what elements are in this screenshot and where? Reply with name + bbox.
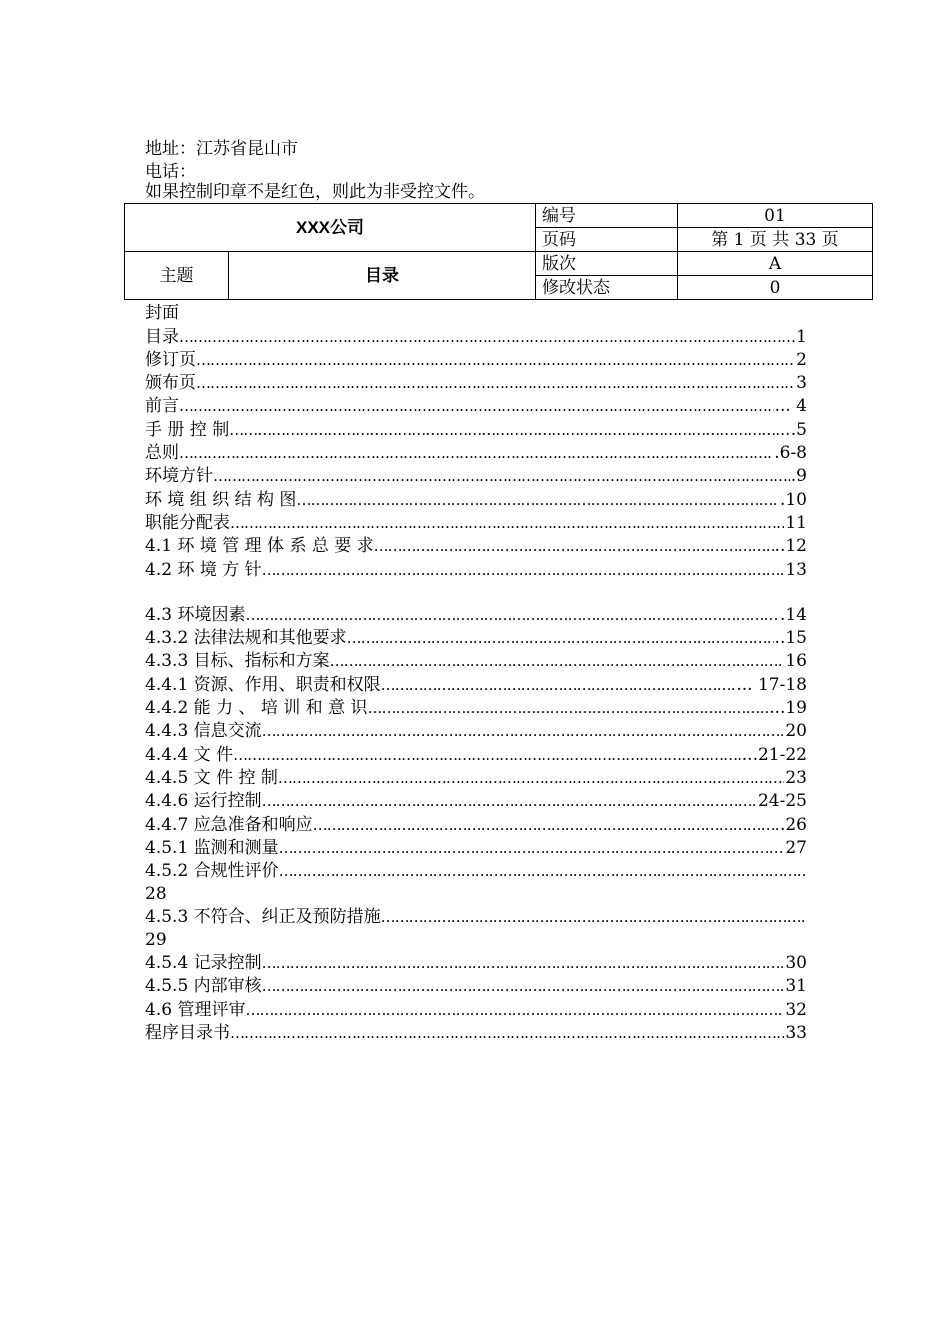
toc-title: 封面 xyxy=(145,303,179,324)
toc-title: 前言 xyxy=(145,396,179,417)
toc-leader-dots xyxy=(368,697,769,720)
toc-item[interactable] xyxy=(145,743,807,766)
toc-title: 4.4.3 信息交流 xyxy=(145,721,262,742)
toc-item[interactable] xyxy=(145,535,807,558)
toc-item[interactable] xyxy=(145,465,807,488)
toc-leader-dots xyxy=(196,349,795,372)
toc-page-number: 11 xyxy=(785,512,807,533)
toc-page-number: 1 xyxy=(796,326,807,347)
toc-title: 4.1 环 境 管 理 体 系 总 要 求 xyxy=(145,536,374,557)
toc-item[interactable] xyxy=(145,860,807,906)
toc-page-number: .14 xyxy=(779,604,807,625)
toc-leader-dots xyxy=(233,744,741,767)
toc-page-number: ... 17-18 xyxy=(736,674,807,695)
toc-title: 4.4.5 文 件 控 制 xyxy=(145,767,278,788)
toc-page-number: 29 xyxy=(145,929,167,950)
page-label: 页码 xyxy=(536,228,678,252)
toc-page-number: ...21-22 xyxy=(741,744,807,765)
toc-page-number: 20 xyxy=(785,721,807,742)
toc-leader-dots xyxy=(230,1022,784,1045)
toc-title: 4.3.2 法律法规和其他要求 xyxy=(145,628,347,649)
toc-item[interactable] xyxy=(145,720,807,743)
toc-page-number: 30 xyxy=(785,953,807,974)
toc-page-number: .26 xyxy=(779,814,807,835)
toc-title: 程序目录书 xyxy=(145,1023,230,1044)
toc-title: 手 册 控 制 xyxy=(145,419,230,440)
toc-item[interactable] xyxy=(145,952,807,975)
toc-item[interactable] xyxy=(145,813,807,836)
toc-title: 4.5.5 内部审核 xyxy=(145,976,262,997)
toc-leader-dots xyxy=(245,604,779,627)
toc-leader-dots xyxy=(179,326,795,349)
toc-leader-dots xyxy=(262,720,785,743)
company-name: XXX公司 xyxy=(125,204,536,252)
toc-item[interactable] xyxy=(145,604,807,627)
toc-title: 4.5.2 合规性评价 xyxy=(145,860,279,881)
toc-title: 职能分配表 xyxy=(145,512,230,533)
toc-item[interactable] xyxy=(145,558,807,581)
toc-page-number: .10 xyxy=(779,489,807,510)
page-value: 第 1 页 共 33 页 xyxy=(678,228,873,252)
toc-leader-dots xyxy=(296,489,779,512)
toc-item[interactable] xyxy=(145,650,807,673)
toc-leader-dots xyxy=(229,419,790,442)
toc-page-number: 32 xyxy=(785,999,807,1020)
toc-leader-dots xyxy=(381,674,736,697)
toc-leader-dots xyxy=(179,395,774,418)
toc-leader-dots xyxy=(262,790,757,813)
number-value: 01 xyxy=(678,204,873,228)
toc-page-number: ...19 xyxy=(769,698,807,719)
toc-page-number: 24-25 xyxy=(757,791,807,812)
toc-page-number: 2 xyxy=(796,349,807,370)
revision-label: 修改状态 xyxy=(536,276,678,300)
toc-item[interactable] xyxy=(145,697,807,720)
toc-page-number: .9 xyxy=(790,466,807,487)
toc-leader-dots xyxy=(230,512,784,535)
toc-leader-dots xyxy=(278,767,784,790)
toc-item[interactable] xyxy=(145,790,807,813)
toc-item[interactable] xyxy=(145,837,807,860)
toc-page-number: 33 xyxy=(785,1023,807,1044)
toc-item[interactable] xyxy=(145,767,807,790)
toc-title: 4.2 环 境 方 针 xyxy=(145,559,262,580)
toc-title: 环境方针 xyxy=(145,466,213,487)
toc-page-number: ... 4 xyxy=(774,396,807,417)
control-notice: 如果控制印章不是红色，则此为非受控文件。 xyxy=(145,182,485,202)
toc-leader-dots xyxy=(262,559,785,582)
toc-item[interactable] xyxy=(145,418,807,441)
toc-item[interactable] xyxy=(145,673,807,696)
toc-cover[interactable] xyxy=(145,302,807,325)
toc-leader-dots xyxy=(279,837,785,860)
toc-leader-dots xyxy=(381,906,807,929)
toc-page-number: .6-8 xyxy=(774,443,807,464)
toc-page-number: 3 xyxy=(796,373,807,394)
toc-title: 修订页 xyxy=(145,349,196,370)
toc-leader-dots xyxy=(374,535,774,558)
phone-line: 电话： xyxy=(145,162,196,182)
table-of-contents xyxy=(145,302,807,1045)
toc-title: 4.4.4 文 件 xyxy=(145,744,234,765)
toc-page-number: 31 xyxy=(785,976,807,997)
toc-page-number: 27 xyxy=(785,837,807,858)
toc-item[interactable] xyxy=(145,349,807,372)
toc-title: 4.4.1 资源、作用、职责和权限 xyxy=(145,674,381,695)
toc-leader-dots xyxy=(347,627,774,650)
toc-page-number: 13 xyxy=(785,559,807,580)
toc-item[interactable] xyxy=(145,975,807,998)
toc-title: 4.5.4 记录控制 xyxy=(145,953,262,974)
toc-item[interactable] xyxy=(145,512,807,535)
toc-title: 4.3 环境因素 xyxy=(145,604,246,625)
toc-item[interactable] xyxy=(145,1022,807,1045)
toc-leader-dots xyxy=(196,372,795,395)
toc-title: 颁布页 xyxy=(145,373,196,394)
toc-item[interactable] xyxy=(145,372,807,395)
toc-page-number: ..15 xyxy=(774,628,807,649)
toc-leader-dots xyxy=(313,814,779,837)
toc-page-number: 16 xyxy=(785,651,807,672)
toc-item[interactable] xyxy=(145,325,807,348)
toc-item[interactable] xyxy=(145,488,807,511)
address-line: 地址：江苏省昆山市 xyxy=(145,139,298,159)
toc-leader-dots xyxy=(279,860,807,883)
toc-page-number: 23 xyxy=(785,767,807,788)
toc-item[interactable] xyxy=(145,395,807,418)
toc-title: 4.3.3 目标、指标和方案 xyxy=(145,651,330,672)
toc-page-number: 28 xyxy=(145,883,167,904)
toc-leader-dots xyxy=(330,650,785,673)
toc-title: 目录 xyxy=(145,326,179,347)
toc-title: 4.6 管理评审 xyxy=(145,999,246,1020)
toc-title: 4.5.3 不符合、纠正及预防措施 xyxy=(145,906,381,927)
toc-title: 4.5.1 监测和测量 xyxy=(145,837,279,858)
toc-title: 4.4.6 运行控制 xyxy=(145,791,262,812)
toc-title: 总则 xyxy=(145,443,179,464)
toc-title: 环 境 组 织 结 构 图 xyxy=(145,489,297,510)
toc-spacer xyxy=(145,582,807,604)
toc-page-number: ..12 xyxy=(774,536,807,557)
revision-value: 0 xyxy=(678,276,873,300)
toc-title: 4.4.2 能 力 、 培 训 和 意 识 xyxy=(145,698,368,719)
toc-leader-dots xyxy=(245,999,784,1022)
toc-item[interactable] xyxy=(145,906,807,952)
document-header-table xyxy=(124,203,873,300)
toc-item[interactable] xyxy=(145,627,807,650)
subject-value: 目录 xyxy=(229,252,536,300)
toc-item[interactable] xyxy=(145,442,807,465)
number-label: 编号 xyxy=(536,204,678,228)
edition-value: A xyxy=(678,252,873,276)
toc-title: 4.4.7 应急准备和响应 xyxy=(145,814,313,835)
toc-page-number: .5 xyxy=(790,419,807,440)
toc-leader-dots xyxy=(213,465,790,488)
toc-leader-dots xyxy=(262,975,785,998)
edition-label: 版次 xyxy=(536,252,678,276)
toc-item[interactable] xyxy=(145,998,807,1021)
subject-label: 主题 xyxy=(125,252,229,300)
toc-leader-dots xyxy=(262,952,785,975)
toc-leader-dots xyxy=(179,442,773,465)
